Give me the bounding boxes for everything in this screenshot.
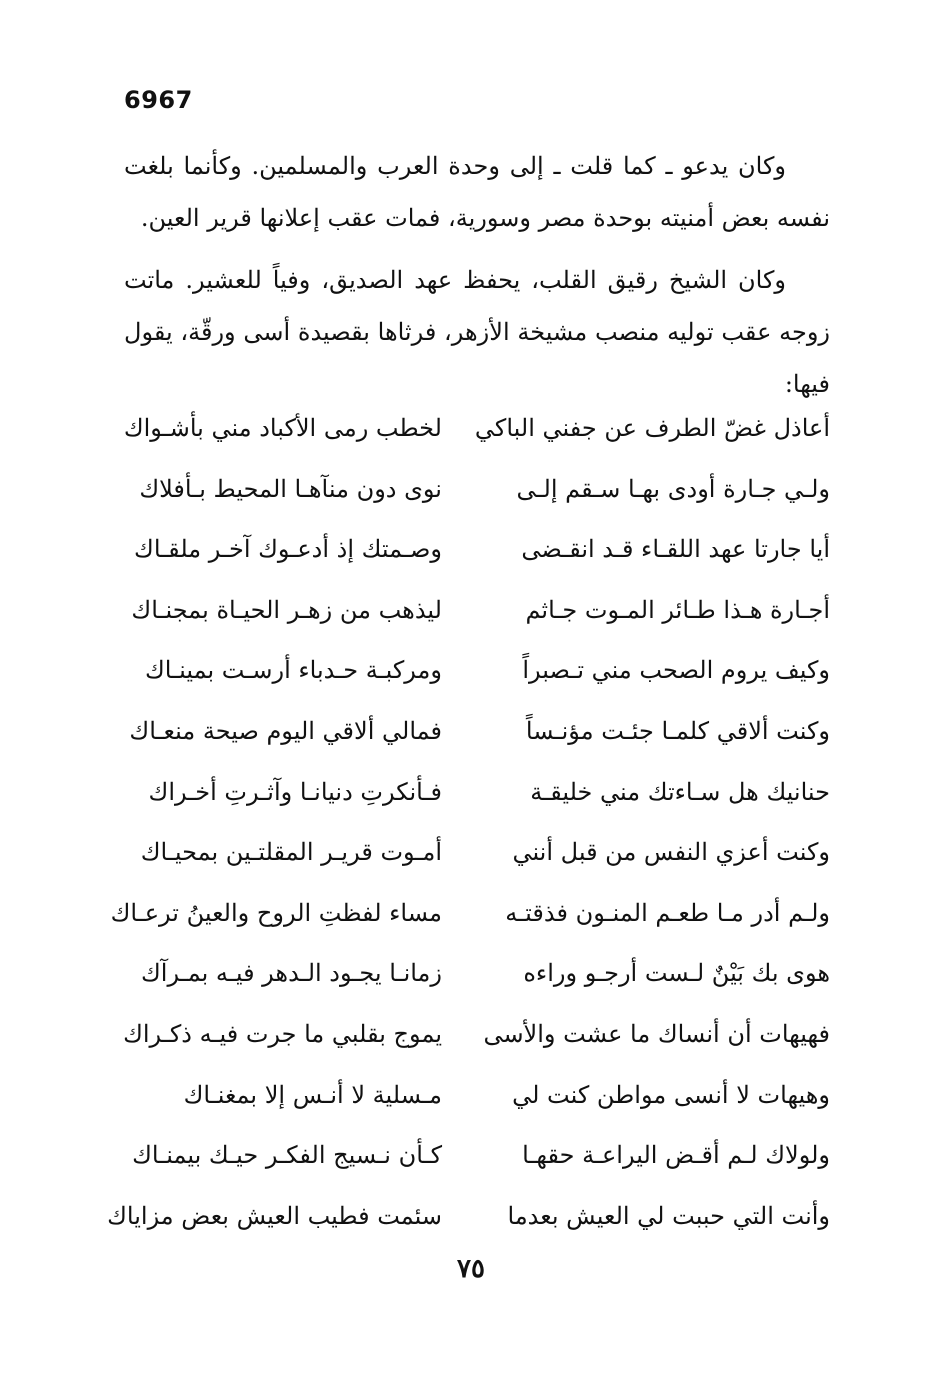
first-hemistich: أيا جارتا عهد اللقـاء قـد انقـضى <box>521 535 830 564</box>
page-identifier: 6967 <box>124 86 193 114</box>
second-hemistich: أمـوت قريـر المقلتـين بمحيـاك <box>140 838 442 867</box>
prose-block <box>124 140 830 420</box>
first-hemistich: ولولاك لـم أقـض اليراعـة حقهـا <box>522 1141 830 1170</box>
verse-line <box>124 640 830 701</box>
verse-line <box>110 883 830 944</box>
second-hemistich: وصـمتك إذ أدعـوك آخـر ملقـاك <box>134 535 442 564</box>
verse-line <box>124 580 830 641</box>
first-hemistich: حنانيك هل سـاءتك مني خليقـة <box>530 777 830 806</box>
poem <box>107 398 830 1246</box>
second-hemistich: ليذهب من زهـر الحيـاة بمجنـاك <box>131 595 442 624</box>
first-hemistich: أجـارة هـذا طـائر المـوت جـاثم <box>525 595 830 624</box>
verse-line <box>107 1186 830 1247</box>
second-hemistich: مـسلية لا أنـس إلا بمغنـاك <box>183 1080 442 1109</box>
second-hemistich: سئمت فطيب العيش بعض مزاياك <box>107 1201 442 1230</box>
first-hemistich: فهيهات أن أنساك ما عشت والأسى <box>483 1019 830 1048</box>
verse-line <box>124 822 830 883</box>
second-hemistich: ومركبـة حـدباء أرسـت بمينـاك <box>144 656 442 685</box>
verse-line <box>124 398 830 459</box>
second-hemistich: كـأن نـسيج الفكـر حيـك بيمنـاك <box>132 1141 442 1170</box>
verse-line <box>124 519 830 580</box>
second-hemistich: فـأنكرتِ دنيانـا وآثـرتِ أخـراك <box>148 777 442 806</box>
verse-line <box>124 701 830 762</box>
verse-line <box>124 459 830 520</box>
first-hemistich: هوى بك بَيْنٌ لـست أرجـو وراءه <box>523 959 830 988</box>
second-hemistich: مساء لفظتِ الروح والعينُ ترعـاك <box>110 898 442 927</box>
first-hemistich: وهيهات لا أنسى مواطن كنت لي <box>512 1080 830 1109</box>
verse-line <box>124 762 830 823</box>
first-hemistich: ولـي جـارة أودى بهـا سـقم إلـى <box>516 474 830 503</box>
first-hemistich: وأنت التي حببت لي العيش بعدما <box>507 1201 830 1230</box>
second-hemistich: يموج بقلبي ما جرت فيـه ذكـراك <box>123 1019 442 1048</box>
verse-line <box>124 1125 830 1186</box>
second-hemistich: فمالي ألاقي اليوم صيحة منعـاك <box>129 716 442 745</box>
first-hemistich: وكيف يروم الصحب مني تـصبراً <box>522 656 830 685</box>
page-number: ٧٥ <box>457 1254 485 1284</box>
first-hemistich: أعاذل غضّ الطرف عن جفني الباكي <box>474 414 830 442</box>
first-hemistich: وكنت ألاقي كلمـا جئـت مؤنـساً <box>525 716 830 745</box>
verse-line <box>124 1065 830 1126</box>
first-hemistich: وكنت أعزي النفس من قبل أنني <box>512 838 830 867</box>
second-hemistich: نوى دون منآهـا المحيط بـأفلاك <box>139 474 442 503</box>
second-hemistich: زمانـا يجـود الـدهر فيـه بمـرآك <box>141 959 442 988</box>
second-hemistich: لخطب رمى الأكباد مني بأشـواك <box>123 414 442 442</box>
paragraph: وكان الشيخ رقيق القلب، يحفظ عهد الصديق، وفياً للعشير. ماتت زوجه عقب توليه منصب مشيخة الأزهر، فرثاها بقصيدة أسى ورقّة، يقول فيها: <box>124 266 830 398</box>
first-hemistich: ولـم أدر مـا طعـم المنـون فذقتـه <box>505 898 830 927</box>
verse-line <box>124 1004 830 1065</box>
verse-line <box>124 943 830 1004</box>
paragraph: وكان يدعو ـ كما قلت ـ إلى وحدة العرب والمسلمين. وكأنما بلغت نفسه بعض أمنيته بوحدة مصر وسورية، فمات عقب إعلانها قرير العين. <box>124 152 830 232</box>
